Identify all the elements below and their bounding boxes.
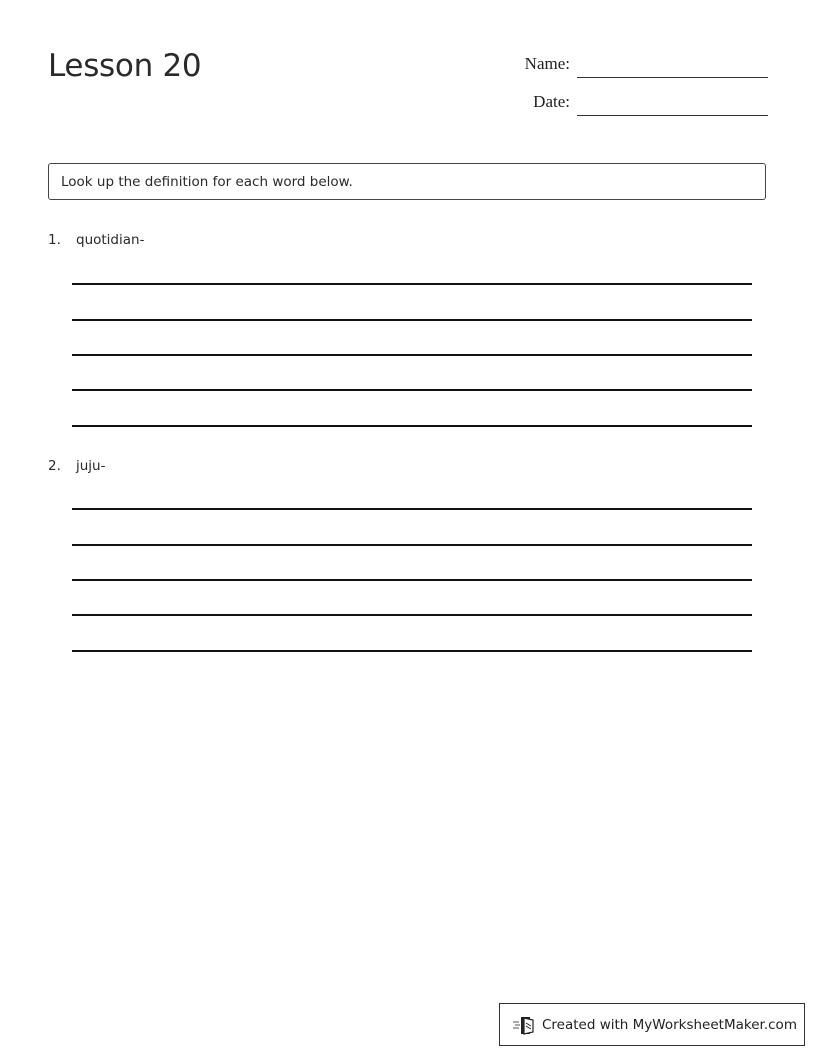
question-number: 1. (48, 232, 61, 248)
answer-line[interactable] (72, 354, 752, 356)
answer-line[interactable] (72, 614, 752, 616)
answer-line[interactable] (72, 389, 752, 391)
question-word: juju- (76, 458, 106, 474)
date-input-line[interactable] (577, 115, 768, 116)
question-number: 2. (48, 458, 61, 474)
date-label: Date: (533, 92, 570, 111)
answer-line[interactable] (72, 544, 752, 546)
answer-line[interactable] (72, 579, 752, 581)
answer-line[interactable] (72, 650, 752, 652)
answer-line[interactable] (72, 319, 752, 321)
footer-badge[interactable] (499, 1003, 805, 1046)
worksheet-maker-logo-icon (512, 1014, 536, 1036)
question-word: quotidian- (76, 232, 145, 248)
instructions-box: Look up the definition for each word below. (48, 163, 766, 200)
page-title: Lesson 20 (48, 48, 202, 84)
name-input-line[interactable] (577, 77, 768, 78)
footer-text: Created with MyWorksheetMaker.com (542, 1016, 797, 1033)
answer-line[interactable] (72, 425, 752, 427)
name-label: Name: (524, 54, 570, 73)
answer-line[interactable] (72, 283, 752, 285)
answer-line[interactable] (72, 508, 752, 510)
date-field (500, 92, 570, 114)
name-field (500, 54, 570, 76)
